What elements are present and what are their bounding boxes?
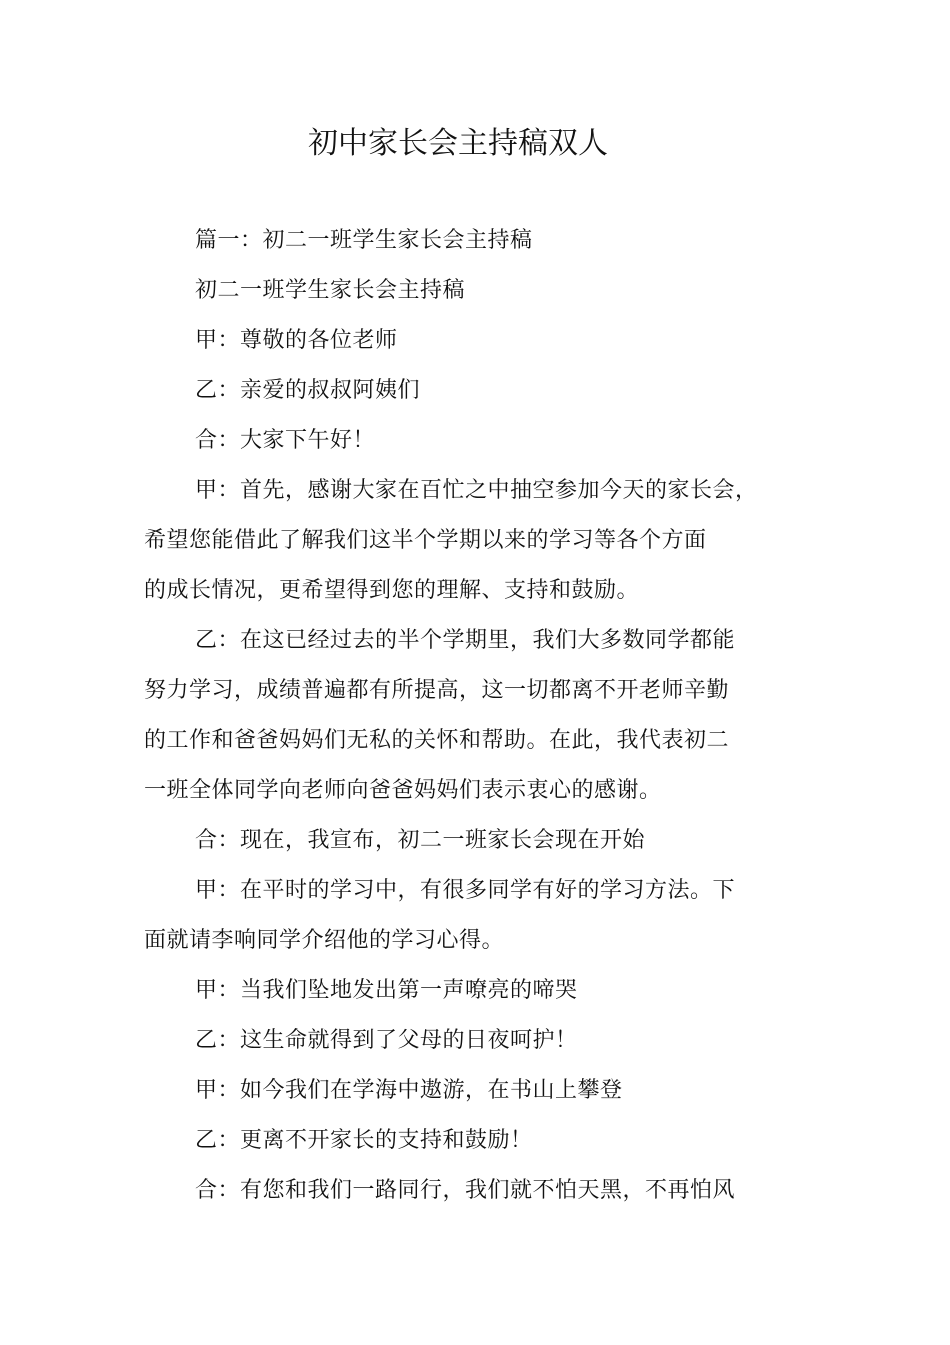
paragraph-line-6: 甲：首先，感谢大家在百忙之中抽空参加今天的家长会， bbox=[195, 478, 758, 503]
paragraph-line-1: 篇一：初二一班学生家长会主持稿 bbox=[195, 228, 533, 253]
paragraph-line-8: 的成长情况，更希望得到您的理解、支持和鼓励。 bbox=[144, 578, 640, 603]
paragraph-line-14: 甲：在平时的学习中，有很多同学有好的学习方法。下 bbox=[195, 878, 736, 903]
paragraph-line-10: 努力学习，成绩普遍都有所提高，这一切都离不开老师辛勤 bbox=[144, 678, 730, 703]
paragraph-line-20: 合：有您和我们一路同行，我们就不怕天黑，不再怕风 bbox=[195, 1178, 736, 1203]
paragraph-line-12: 一班全体同学向老师向爸爸妈妈们表示衷心的感谢。 bbox=[144, 778, 662, 803]
paragraph-line-4: 乙：亲爱的叔叔阿姨们 bbox=[195, 378, 421, 403]
paragraph-line-16: 甲：当我们坠地发出第一声嘹亮的啼哭 bbox=[195, 978, 578, 1003]
paragraph-line-18: 甲：如今我们在学海中遨游，在书山上攀登 bbox=[195, 1078, 623, 1103]
paragraph-line-9: 乙：在这已经过去的半个学期里，我们大多数同学都能 bbox=[195, 628, 736, 653]
paragraph-line-15: 面就请李响同学介绍他的学习心得。 bbox=[144, 928, 505, 953]
paragraph-line-11: 的工作和爸爸妈妈们无私的关怀和帮助。在此，我代表初二 bbox=[144, 728, 730, 753]
paragraph-line-17: 乙：这生命就得到了父母的日夜呵护！ bbox=[195, 1028, 578, 1053]
paragraph-line-5: 合：大家下午好！ bbox=[195, 428, 376, 453]
paragraph-line-2: 初二一班学生家长会主持稿 bbox=[195, 278, 466, 303]
document-title: 初中家长会主持稿双人 bbox=[308, 126, 608, 161]
paragraph-line-7: 希望您能借此了解我们这半个学期以来的学习等各个方面 bbox=[144, 528, 707, 553]
paragraph-line-3: 甲：尊敬的各位老师 bbox=[195, 328, 398, 353]
paragraph-line-13: 合：现在，我宣布，初二一班家长会现在开始 bbox=[195, 828, 646, 853]
paragraph-line-19: 乙：更离不开家长的支持和鼓励！ bbox=[195, 1128, 533, 1153]
